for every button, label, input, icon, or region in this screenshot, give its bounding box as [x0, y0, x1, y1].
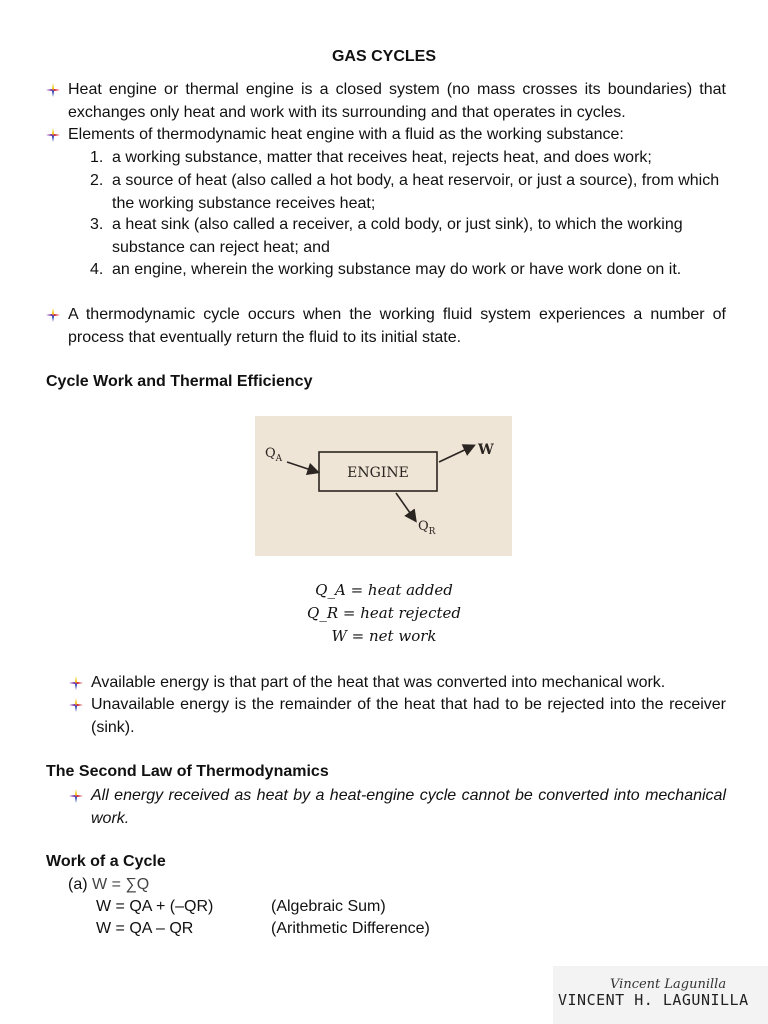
work-note-algebraic: (Algebraic Sum) — [271, 898, 386, 915]
work-sum-equation: W = ∑Q — [92, 876, 150, 893]
equation-text: W = net work — [331, 627, 437, 645]
bullet-thermo-cycle — [46, 304, 726, 349]
signature-name: VINCENT H. LAGUNILLA — [558, 991, 749, 1009]
work-line-label: (a) — [68, 876, 88, 893]
list-item — [90, 170, 726, 215]
equation-heat-rejected — [0, 604, 768, 622]
bullet-text: All energy received as heat by a heat-engine cycle cannot be converted into mechanical work. — [91, 787, 726, 827]
bullet-text: Heat engine or thermal engine is a closed system (no mass crosses its boundaries) that exchanges only heat and work with its surrounding and that operates in cycles. — [68, 81, 726, 121]
list-text: a source of heat (also called a hot body, a heat reservoir, or just a source), from which the working substance receives heat; — [112, 172, 720, 212]
engine-diagram-svg — [255, 416, 512, 556]
list-text: a working substance, matter that receives heat, rejects heat, and does work; — [112, 149, 652, 166]
bullet-icon — [69, 789, 83, 803]
work-equation-algebraic: W = QA + (–QR) — [96, 898, 214, 915]
qr-label: $Q_R$ — [418, 519, 436, 537]
bullet-text: Unavailable energy is the remainder of the heat that had to be rejected into the receiver (sink). — [91, 696, 726, 736]
list-item — [90, 259, 726, 282]
bullet-icon — [46, 83, 60, 97]
list-text: an engine, wherein the working substance may do work or have work done on it. — [112, 261, 682, 278]
work-equation-arithmetic: W = QA – QR — [96, 920, 194, 937]
bullet-icon — [46, 308, 60, 322]
list-number: 4. — [90, 261, 104, 278]
list-item — [90, 147, 726, 170]
engine-label: ENGINE — [347, 465, 409, 481]
bullet-icon — [69, 698, 83, 712]
qa-label: $Q_A$ — [265, 446, 283, 464]
work-line-a — [68, 876, 149, 894]
equation-text: Q_R = heat rejected — [307, 604, 461, 622]
bullet-text: Elements of thermodynamic heat engine with a fluid as the working substance: — [68, 126, 624, 143]
section-heading-work-of-cycle: Work of a Cycle — [46, 853, 166, 870]
list-item — [90, 214, 726, 259]
engine-diagram — [255, 416, 512, 556]
w-label: W — [478, 442, 494, 458]
bullet-second-law — [69, 785, 726, 830]
bullet-heat-engine — [46, 79, 726, 124]
equation-heat-added — [0, 581, 768, 599]
list-text: a heat sink (also called a receiver, a cold body, or just sink), to which the working substance can reject heat; and — [112, 216, 683, 256]
section-heading-second-law: The Second Law of Thermodynamics — [46, 763, 329, 780]
bullet-elements — [46, 124, 726, 147]
list-number: 2. — [90, 172, 104, 189]
equation-net-work — [0, 627, 768, 645]
bullet-text: A thermodynamic cycle occurs when the working fluid system experiences a number of process that eventually return the fluid to its initial state. — [68, 306, 726, 346]
bullet-available-energy — [69, 672, 726, 695]
page-title: GAS CYCLES — [331, 48, 436, 65]
svg-text:Vincent Lagunilla: Vincent Lagunilla — [610, 977, 727, 992]
heat-rejected-arrow — [396, 493, 415, 520]
bullet-text: Available energy is that part of the heat that was converted into mechanical work. — [91, 674, 666, 691]
list-number: 3. — [90, 216, 104, 233]
heat-added-arrow — [287, 462, 317, 472]
work-arrow — [439, 446, 473, 462]
bullet-unavailable-energy — [69, 694, 726, 739]
equation-text: Q_A = heat added — [315, 581, 453, 599]
work-note-arithmetic: (Arithmetic Difference) — [271, 920, 430, 937]
bullet-icon — [69, 676, 83, 690]
bullet-icon — [46, 128, 60, 142]
list-number: 1. — [90, 149, 104, 166]
section-heading-cycle-work: Cycle Work and Thermal Efficiency — [46, 373, 313, 390]
